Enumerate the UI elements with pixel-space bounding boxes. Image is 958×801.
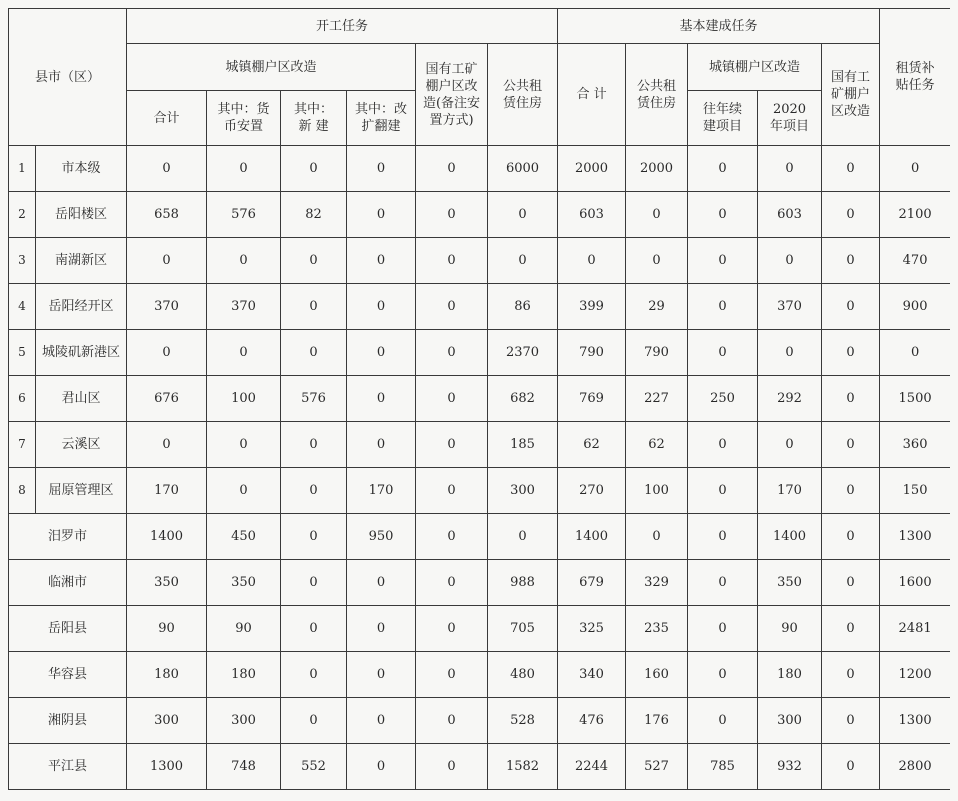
row-value-cell: 769 bbox=[558, 376, 626, 422]
row-value-cell: 0 bbox=[347, 238, 416, 284]
row-value-cell: 2800 bbox=[880, 744, 950, 790]
row-value-cell: 476 bbox=[558, 698, 626, 744]
row-value-cell: 0 bbox=[558, 238, 626, 284]
row-value-cell: 748 bbox=[207, 744, 281, 790]
header-state-mine: 国有工矿棚户区改造(备注安置方式) bbox=[416, 44, 488, 146]
row-county-name: 临湘市 bbox=[9, 560, 127, 606]
row-value-cell: 360 bbox=[880, 422, 950, 468]
header-new-build: 其中：新 建 bbox=[281, 91, 347, 146]
row-value-cell: 682 bbox=[488, 376, 558, 422]
row-value-cell: 0 bbox=[688, 192, 758, 238]
row-value-cell: 185 bbox=[488, 422, 558, 468]
row-value-cell: 0 bbox=[822, 606, 880, 652]
row-value-cell: 0 bbox=[207, 238, 281, 284]
row-value-cell: 0 bbox=[207, 330, 281, 376]
row-county-name: 市本级 bbox=[36, 146, 127, 192]
header-shanty-reno: 城镇棚户区改造 bbox=[127, 44, 416, 91]
row-value-cell: 0 bbox=[822, 698, 880, 744]
row-value-cell: 0 bbox=[416, 422, 488, 468]
row-value-cell: 0 bbox=[758, 238, 822, 284]
row-county-name: 汨罗市 bbox=[9, 514, 127, 560]
row-value-cell: 1600 bbox=[880, 560, 950, 606]
table-row bbox=[9, 422, 951, 468]
row-value-cell: 0 bbox=[281, 422, 347, 468]
table-row bbox=[9, 146, 951, 192]
row-value-cell: 0 bbox=[416, 514, 488, 560]
row-value-cell: 0 bbox=[416, 698, 488, 744]
row-value-cell: 0 bbox=[688, 330, 758, 376]
table-body bbox=[9, 146, 951, 790]
row-value-cell: 0 bbox=[822, 284, 880, 330]
row-value-cell: 603 bbox=[558, 192, 626, 238]
row-value-cell: 170 bbox=[127, 468, 207, 514]
row-value-cell: 450 bbox=[207, 514, 281, 560]
row-value-cell: 0 bbox=[127, 422, 207, 468]
table-row bbox=[9, 330, 951, 376]
row-value-cell: 0 bbox=[347, 376, 416, 422]
header-start-total: 合计 bbox=[127, 91, 207, 146]
row-value-cell: 0 bbox=[758, 422, 822, 468]
task-table-sheet bbox=[8, 8, 950, 801]
table-row bbox=[9, 744, 951, 790]
row-value-cell: 0 bbox=[822, 422, 880, 468]
row-value-cell: 0 bbox=[416, 376, 488, 422]
row-value-cell: 0 bbox=[822, 146, 880, 192]
row-value-cell: 0 bbox=[688, 560, 758, 606]
row-index: 5 bbox=[9, 330, 36, 376]
row-value-cell: 90 bbox=[127, 606, 207, 652]
row-value-cell: 603 bbox=[758, 192, 822, 238]
row-value-cell: 0 bbox=[688, 146, 758, 192]
row-value-cell: 0 bbox=[688, 698, 758, 744]
row-value-cell: 0 bbox=[688, 284, 758, 330]
row-value-cell: 0 bbox=[488, 514, 558, 560]
row-value-cell: 2481 bbox=[880, 606, 950, 652]
row-value-cell: 576 bbox=[281, 376, 347, 422]
row-county-name: 岳阳经开区 bbox=[36, 284, 127, 330]
row-value-cell: 0 bbox=[347, 652, 416, 698]
header-rent-subsidy: 租赁补贴任务 bbox=[880, 9, 950, 146]
row-value-cell: 0 bbox=[416, 468, 488, 514]
row-index: 6 bbox=[9, 376, 36, 422]
row-value-cell: 1300 bbox=[880, 514, 950, 560]
row-value-cell: 350 bbox=[758, 560, 822, 606]
table-row bbox=[9, 606, 951, 652]
row-value-cell: 176 bbox=[626, 698, 688, 744]
row-value-cell: 0 bbox=[822, 330, 880, 376]
row-value-cell: 988 bbox=[488, 560, 558, 606]
row-value-cell: 100 bbox=[626, 468, 688, 514]
row-value-cell: 100 bbox=[207, 376, 281, 422]
row-value-cell: 292 bbox=[758, 376, 822, 422]
row-value-cell: 0 bbox=[626, 514, 688, 560]
row-value-cell: 0 bbox=[488, 238, 558, 284]
row-value-cell: 0 bbox=[416, 330, 488, 376]
row-value-cell: 270 bbox=[558, 468, 626, 514]
row-value-cell: 0 bbox=[880, 146, 950, 192]
row-value-cell: 370 bbox=[127, 284, 207, 330]
row-value-cell: 0 bbox=[281, 652, 347, 698]
row-value-cell: 90 bbox=[207, 606, 281, 652]
row-county-name: 平江县 bbox=[9, 744, 127, 790]
row-value-cell: 0 bbox=[281, 238, 347, 284]
row-value-cell: 470 bbox=[880, 238, 950, 284]
row-county-name: 南湖新区 bbox=[36, 238, 127, 284]
row-value-cell: 300 bbox=[758, 698, 822, 744]
header-public-rental: 公共租赁住房 bbox=[488, 44, 558, 146]
row-value-cell: 0 bbox=[347, 606, 416, 652]
row-value-cell: 0 bbox=[281, 698, 347, 744]
row-index: 7 bbox=[9, 422, 36, 468]
row-value-cell: 0 bbox=[416, 744, 488, 790]
row-county-name: 屈原管理区 bbox=[36, 468, 127, 514]
row-value-cell: 0 bbox=[822, 652, 880, 698]
row-value-cell: 180 bbox=[758, 652, 822, 698]
header-expand: 其中：改扩翻建 bbox=[347, 91, 416, 146]
row-value-cell: 0 bbox=[880, 330, 950, 376]
row-value-cell: 0 bbox=[347, 560, 416, 606]
row-value-cell: 0 bbox=[626, 192, 688, 238]
row-value-cell: 0 bbox=[207, 468, 281, 514]
row-value-cell: 300 bbox=[127, 698, 207, 744]
row-value-cell: 950 bbox=[347, 514, 416, 560]
row-county-name: 岳阳县 bbox=[9, 606, 127, 652]
row-value-cell: 90 bbox=[758, 606, 822, 652]
row-value-cell: 0 bbox=[416, 238, 488, 284]
row-value-cell: 62 bbox=[626, 422, 688, 468]
row-index: 3 bbox=[9, 238, 36, 284]
row-value-cell: 0 bbox=[688, 606, 758, 652]
row-county-name: 云溪区 bbox=[36, 422, 127, 468]
row-value-cell: 785 bbox=[688, 744, 758, 790]
table-row bbox=[9, 514, 951, 560]
row-value-cell: 0 bbox=[822, 514, 880, 560]
row-value-cell: 0 bbox=[416, 146, 488, 192]
row-value-cell: 160 bbox=[626, 652, 688, 698]
row-value-cell: 180 bbox=[207, 652, 281, 698]
row-value-cell: 0 bbox=[488, 192, 558, 238]
row-value-cell: 2370 bbox=[488, 330, 558, 376]
row-value-cell: 676 bbox=[127, 376, 207, 422]
row-value-cell: 325 bbox=[558, 606, 626, 652]
row-value-cell: 399 bbox=[558, 284, 626, 330]
housing-task-table bbox=[8, 8, 950, 790]
row-value-cell: 29 bbox=[626, 284, 688, 330]
row-value-cell: 0 bbox=[347, 192, 416, 238]
row-value-cell: 180 bbox=[127, 652, 207, 698]
row-county-name: 君山区 bbox=[36, 376, 127, 422]
row-value-cell: 576 bbox=[207, 192, 281, 238]
row-value-cell: 0 bbox=[626, 238, 688, 284]
header-county: 县市（区） bbox=[9, 9, 127, 146]
row-value-cell: 900 bbox=[880, 284, 950, 330]
row-value-cell: 6000 bbox=[488, 146, 558, 192]
row-value-cell: 0 bbox=[281, 468, 347, 514]
row-value-cell: 480 bbox=[488, 652, 558, 698]
row-index: 8 bbox=[9, 468, 36, 514]
row-value-cell: 0 bbox=[281, 284, 347, 330]
row-value-cell: 0 bbox=[347, 146, 416, 192]
row-value-cell: 0 bbox=[347, 284, 416, 330]
row-value-cell: 82 bbox=[281, 192, 347, 238]
row-value-cell: 0 bbox=[127, 330, 207, 376]
row-value-cell: 370 bbox=[207, 284, 281, 330]
row-value-cell: 0 bbox=[127, 238, 207, 284]
header-year2020: 2020年项目 bbox=[758, 91, 822, 146]
row-value-cell: 1300 bbox=[880, 698, 950, 744]
row-county-name: 华容县 bbox=[9, 652, 127, 698]
row-value-cell: 0 bbox=[347, 330, 416, 376]
row-value-cell: 86 bbox=[488, 284, 558, 330]
row-value-cell: 0 bbox=[207, 146, 281, 192]
row-value-cell: 0 bbox=[416, 606, 488, 652]
row-value-cell: 0 bbox=[281, 514, 347, 560]
row-value-cell: 2244 bbox=[558, 744, 626, 790]
header-start-task: 开工任务 bbox=[127, 9, 558, 44]
row-value-cell: 1200 bbox=[880, 652, 950, 698]
table-row bbox=[9, 238, 951, 284]
row-value-cell: 1500 bbox=[880, 376, 950, 422]
row-value-cell: 370 bbox=[758, 284, 822, 330]
row-value-cell: 1400 bbox=[127, 514, 207, 560]
row-value-cell: 552 bbox=[281, 744, 347, 790]
table-row bbox=[9, 284, 951, 330]
row-value-cell: 932 bbox=[758, 744, 822, 790]
row-value-cell: 250 bbox=[688, 376, 758, 422]
table-row bbox=[9, 560, 951, 606]
row-value-cell: 0 bbox=[822, 560, 880, 606]
row-county-name: 岳阳楼区 bbox=[36, 192, 127, 238]
header-basic-state-mine: 国有工矿棚户区改造 bbox=[822, 44, 880, 146]
row-value-cell: 658 bbox=[127, 192, 207, 238]
row-value-cell: 0 bbox=[688, 238, 758, 284]
row-value-cell: 0 bbox=[281, 330, 347, 376]
table-row bbox=[9, 698, 951, 744]
row-value-cell: 0 bbox=[822, 376, 880, 422]
row-value-cell: 0 bbox=[758, 330, 822, 376]
header-basic-shanty: 城镇棚户区改造 bbox=[688, 44, 822, 91]
row-value-cell: 0 bbox=[758, 146, 822, 192]
row-value-cell: 679 bbox=[558, 560, 626, 606]
row-value-cell: 170 bbox=[758, 468, 822, 514]
row-value-cell: 0 bbox=[416, 652, 488, 698]
header-basic-public-rental: 公共租赁住房 bbox=[626, 44, 688, 146]
row-value-cell: 62 bbox=[558, 422, 626, 468]
table-row bbox=[9, 652, 951, 698]
row-value-cell: 0 bbox=[347, 422, 416, 468]
row-value-cell: 528 bbox=[488, 698, 558, 744]
row-value-cell: 350 bbox=[127, 560, 207, 606]
header-cash: 其中：货币安置 bbox=[207, 91, 281, 146]
row-value-cell: 2100 bbox=[880, 192, 950, 238]
row-value-cell: 170 bbox=[347, 468, 416, 514]
row-value-cell: 2000 bbox=[626, 146, 688, 192]
row-value-cell: 0 bbox=[822, 744, 880, 790]
row-value-cell: 1582 bbox=[488, 744, 558, 790]
header-continued: 往年续建项目 bbox=[688, 91, 758, 146]
row-value-cell: 527 bbox=[626, 744, 688, 790]
row-value-cell: 790 bbox=[558, 330, 626, 376]
row-value-cell: 0 bbox=[822, 238, 880, 284]
row-value-cell: 0 bbox=[688, 652, 758, 698]
row-county-name: 城陵矶新港区 bbox=[36, 330, 127, 376]
row-value-cell: 0 bbox=[688, 468, 758, 514]
row-value-cell: 0 bbox=[347, 698, 416, 744]
row-value-cell: 0 bbox=[281, 146, 347, 192]
row-index: 2 bbox=[9, 192, 36, 238]
row-value-cell: 0 bbox=[822, 192, 880, 238]
row-value-cell: 0 bbox=[281, 560, 347, 606]
header-basic-task: 基本建成任务 bbox=[558, 9, 880, 44]
row-value-cell: 0 bbox=[207, 422, 281, 468]
row-value-cell: 0 bbox=[416, 192, 488, 238]
row-value-cell: 790 bbox=[626, 330, 688, 376]
row-value-cell: 0 bbox=[416, 560, 488, 606]
row-value-cell: 300 bbox=[488, 468, 558, 514]
row-value-cell: 705 bbox=[488, 606, 558, 652]
row-value-cell: 1300 bbox=[127, 744, 207, 790]
row-value-cell: 0 bbox=[127, 146, 207, 192]
table-row bbox=[9, 376, 951, 422]
row-index: 1 bbox=[9, 146, 36, 192]
row-value-cell: 0 bbox=[416, 284, 488, 330]
row-value-cell: 0 bbox=[281, 606, 347, 652]
row-value-cell: 1400 bbox=[758, 514, 822, 560]
row-value-cell: 0 bbox=[822, 468, 880, 514]
row-value-cell: 227 bbox=[626, 376, 688, 422]
row-index: 4 bbox=[9, 284, 36, 330]
row-value-cell: 300 bbox=[207, 698, 281, 744]
row-value-cell: 0 bbox=[688, 514, 758, 560]
table-row bbox=[9, 192, 951, 238]
table-header bbox=[9, 9, 951, 146]
row-value-cell: 329 bbox=[626, 560, 688, 606]
row-value-cell: 0 bbox=[688, 422, 758, 468]
row-value-cell: 1400 bbox=[558, 514, 626, 560]
row-value-cell: 340 bbox=[558, 652, 626, 698]
row-value-cell: 235 bbox=[626, 606, 688, 652]
row-value-cell: 2000 bbox=[558, 146, 626, 192]
header-basic-total: 合 计 bbox=[558, 44, 626, 146]
row-value-cell: 150 bbox=[880, 468, 950, 514]
row-value-cell: 0 bbox=[347, 744, 416, 790]
row-value-cell: 350 bbox=[207, 560, 281, 606]
table-row bbox=[9, 468, 951, 514]
row-county-name: 湘阴县 bbox=[9, 698, 127, 744]
